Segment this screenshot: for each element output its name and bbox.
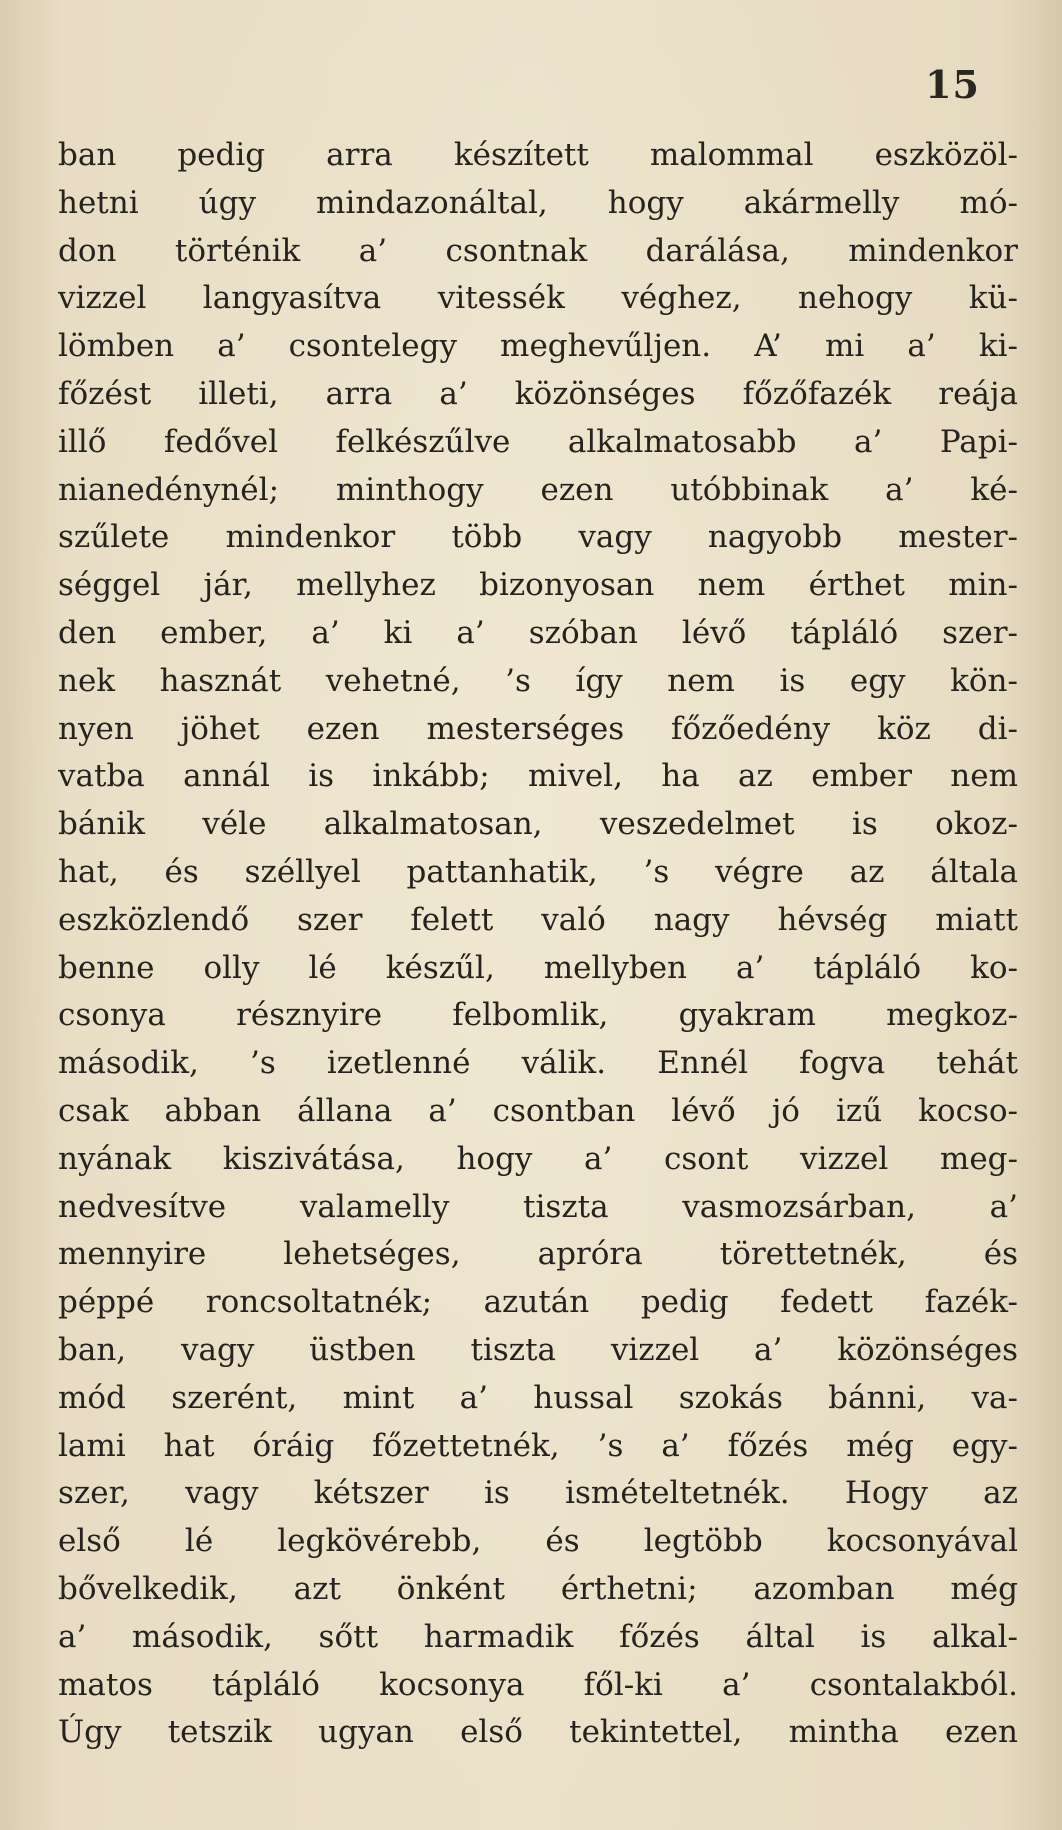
text-line: vatba annál is inkább; mivel, ha az ember nem bbox=[58, 758, 1018, 795]
text-line: a’ második, sőtt harmadik főzés által is alkal- bbox=[58, 1618, 1018, 1655]
text-line: don történik a’ csontnak darálása, mindenkor bbox=[58, 232, 1018, 269]
text-line: Úgy tetszik ugyan első tekintettel, mintha ezen bbox=[58, 1714, 1018, 1751]
text-line: illő fedővel felkészűlve alkalmatosabb a’ Papi- bbox=[58, 423, 1018, 460]
text-line: hetni úgy mindazonáltal, hogy akármelly mó- bbox=[58, 184, 1018, 221]
text-line: mód szerént, mint a’ hussal szokás bánni, va- bbox=[58, 1379, 1018, 1416]
text-line: első lé legkövérebb, és legtöbb kocsonyával bbox=[58, 1523, 1018, 1560]
text-line: lami hat óráig főzettetnék, ’s a’ főzés még egy- bbox=[58, 1427, 1018, 1464]
text-line: nedvesítve valamelly tiszta vasmozsárban, a’ bbox=[58, 1188, 1018, 1225]
text-line: péppé roncsoltatnék; azután pedig fedett fazék- bbox=[58, 1284, 1018, 1321]
text-line: eszközlendő szer felett való nagy hévség miatt bbox=[58, 901, 1018, 938]
text-line: séggel jár, mellyhez bizonyosan nem érthet min- bbox=[58, 567, 1018, 604]
text-line: csonya résznyire felbomlik, gyakram megkoz- bbox=[58, 997, 1018, 1034]
text-line: ban, vagy üstben tiszta vizzel a’ közönséges bbox=[58, 1331, 1018, 1368]
text-line: benne olly lé készűl, mellyben a’ tápláló ko- bbox=[58, 949, 1018, 986]
text-line: főzést illeti, arra a’ közönséges főzőfazék reája bbox=[58, 375, 1018, 412]
text-line: lömben a’ csontelegy meghevűljen. A’ mi a’ ki- bbox=[58, 328, 1018, 365]
page-number: 15 bbox=[925, 62, 980, 107]
text-line: második, ’s izetlenné válik. Ennél fogva tehát bbox=[58, 1045, 1018, 1082]
text-line: matos tápláló kocsonya fől-ki a’ csontalakból. bbox=[58, 1666, 1018, 1703]
body-text bbox=[58, 132, 1018, 1757]
text-line: vizzel langyasítva vitessék véghez, nehogy kü- bbox=[58, 280, 1018, 317]
text-line: den ember, a’ ki a’ szóban lévő tápláló szer- bbox=[58, 614, 1018, 651]
text-line: nyen jöhet ezen mesterséges főzőedény köz di- bbox=[58, 710, 1018, 747]
text-line: hat, és széllyel pattanhatik, ’s végre az általa bbox=[58, 853, 1018, 890]
text-line: bánik véle alkalmatosan, veszedelmet is okoz- bbox=[58, 806, 1018, 843]
text-line: nek hasznát vehetné, ’s így nem is egy kön- bbox=[58, 662, 1018, 699]
text-line: szer, vagy kétszer is ismételtetnék. Hogy az bbox=[58, 1475, 1018, 1512]
text-line: mennyire lehetséges, apróra törettetnék, és bbox=[58, 1236, 1018, 1273]
text-line: csak abban állana a’ csontban lévő jó izű kocso- bbox=[58, 1092, 1018, 1129]
text-line: ban pedig arra készített malommal eszközöl- bbox=[58, 137, 1018, 173]
text-line: szűlete mindenkor több vagy nagyobb mester- bbox=[58, 519, 1018, 556]
text-line: nyának kiszivátása, hogy a’ csont vizzel meg- bbox=[58, 1140, 1018, 1177]
text-line: nianedénynél; minthogy ezen utóbbinak a’ ké- bbox=[58, 471, 1018, 508]
text-line: bővelkedik, azt önként érthetni; azomban még bbox=[58, 1570, 1018, 1607]
